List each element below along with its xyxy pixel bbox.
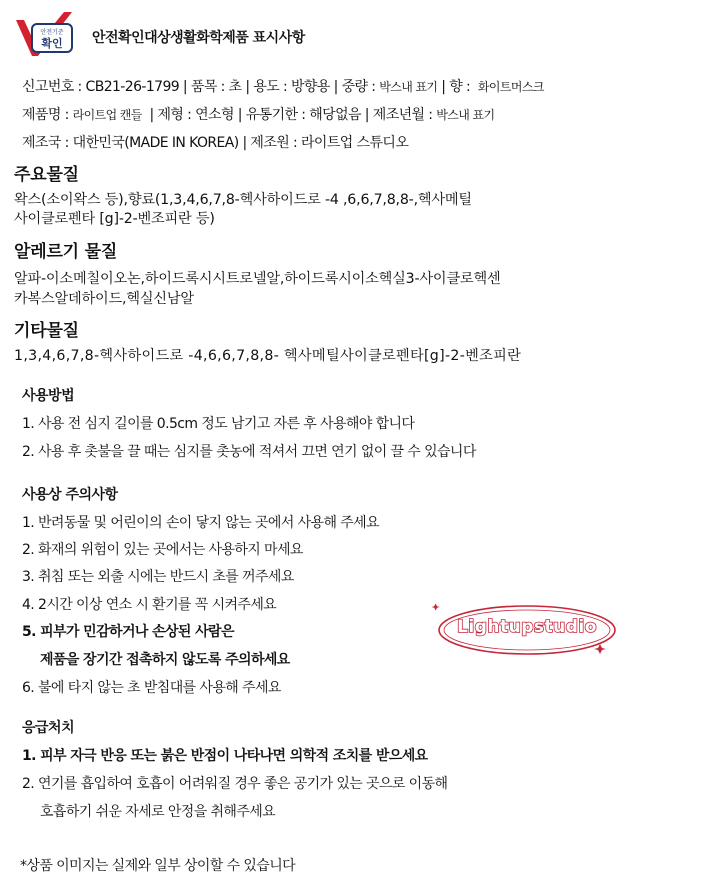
emergency-item-1: 1. 피부 자극 반응 또는 붉은 반점이 나타나면 의학적 조치를 받으세요: [22, 748, 428, 764]
product-value: 라이트업 캔들: [72, 108, 142, 122]
main-ingredients-line-2: 사이클로펜타 [g]-2-벤조피란 등): [14, 211, 215, 227]
caution-item-3: 3. 취침 또는 외출 시에는 반드시 초를 꺼주세요: [22, 569, 294, 585]
mfg-date-value: 박스내 표기: [436, 108, 495, 122]
caution-item-6: 6. 불에 타지 않는 초 받침대를 사용해 주세요: [22, 680, 281, 696]
emergency-item-2-continued: 호흡하기 쉬운 자세로 안정을 취해주세요: [40, 804, 276, 820]
usage-item-1: 1. 사용 전 심지 길이를 0.5cm 정도 남기고 자른 후 사용해야 합니다: [22, 416, 415, 432]
emergency-item-2: 2. 연기를 흡입하여 호흡이 어려워질 경우 좋은 공기가 있는 곳으로 이동해: [22, 776, 448, 792]
allergen-line-2: 카복스알데하이드,헥실신남알: [14, 291, 194, 307]
main-ingredients-line-1: 왁스(소이왁스 등),향료(1,3,4,6,7,8-헥사하이드로 -4 ,6,6,7,8,8-,헥사메틸: [14, 192, 472, 208]
expiry: 유통기한 : 해당없음: [245, 107, 361, 123]
info-line-2: 제품명 : 라이트업 캔들 | 제형 : 연소형 | 유통기한 : 해당없음 | 제조년월 : 박스내 표기: [22, 107, 495, 123]
logo-subtext: 안전기준: [40, 29, 64, 36]
usage-item-2: 2. 사용 후 촛불을 끌 때는 심지를 촛농에 적셔서 끄면 연기 없이 끌 수 있습니다: [22, 444, 476, 460]
form-type: 제형 : 연소형: [157, 107, 234, 123]
country-of-origin: 제조국 : 대한민국(MADE IN KOREA): [22, 135, 239, 151]
stamp-text: Lightupstudio: [457, 617, 597, 637]
caution-title: 사용상 주의사항: [22, 487, 118, 503]
allergen-title: 알레르기 물질: [14, 242, 118, 262]
other-substances-line-1: 1,3,4,6,7,8-헥사하이드로 -4,6,6,7,8,8- 헥사메틸사이클로펜타[g]-2-벤조피란: [14, 348, 522, 364]
scent-label: 향 :: [449, 79, 475, 95]
weight-label: 중량 :: [341, 79, 380, 95]
checkmark-logo-icon: [14, 10, 76, 60]
weight-value: 박스내 표기: [379, 80, 438, 94]
other-substances-title: 기타물질: [14, 321, 79, 341]
usage-title: 사용방법: [22, 388, 75, 404]
usage-type: 용도 : 방향용: [253, 79, 330, 95]
emergency-title: 응급처치: [22, 720, 75, 736]
caution-item-5-continued: 제품을 장기간 접촉하지 않도록 주의하세요: [40, 652, 290, 668]
caution-item-5: 5. 피부가 민감하거나 손상된 사람은: [22, 624, 234, 640]
page-title: 안전확인대상생활화학제품 표시사항: [92, 30, 305, 46]
mfg-date-label: 제조년월 :: [372, 107, 437, 123]
report-number: 신고번호 : CB21-26-1799: [22, 79, 180, 95]
logo-main-text: 확인: [41, 37, 63, 50]
scent-value: 화이트머스크: [477, 80, 544, 94]
footnote: *상품 이미지는 실제와 일부 상이할 수 있습니다: [20, 858, 296, 874]
safety-check-logo: [14, 10, 76, 60]
allergen-line-1: 알파-이소메칠이오논,하이드록시시트로넬알,하이드록시이소헥실3-사이클로헥센: [14, 271, 501, 287]
info-line-3: 제조국 : 대한민국(MADE IN KOREA) | 제조원 : 라이트업 스튜디오: [22, 135, 409, 151]
product-label: 제품명 :: [22, 107, 73, 123]
caution-item-2: 2. 화재의 위험이 있는 곳에서는 사용하지 마세요: [22, 542, 303, 558]
caution-item-1: 1. 반려동물 및 어린이의 손이 닿지 않는 곳에서 사용해 주세요: [22, 515, 379, 531]
manufacturer: 제조원 : 라이트업 스튜디오: [250, 135, 409, 151]
item-type: 품목 : 초: [190, 79, 242, 95]
main-ingredients-title: 주요물질: [14, 165, 79, 185]
info-line-1: 신고번호 : CB21-26-1799 | 품목 : 초 | 용도 : 방향용 | 중량 : 박스내 표기 | 향 : 화이트머스크: [22, 79, 544, 95]
caution-item-4: 4. 2시간 이상 연소 시 환기를 꼭 시켜주세요: [22, 597, 277, 613]
